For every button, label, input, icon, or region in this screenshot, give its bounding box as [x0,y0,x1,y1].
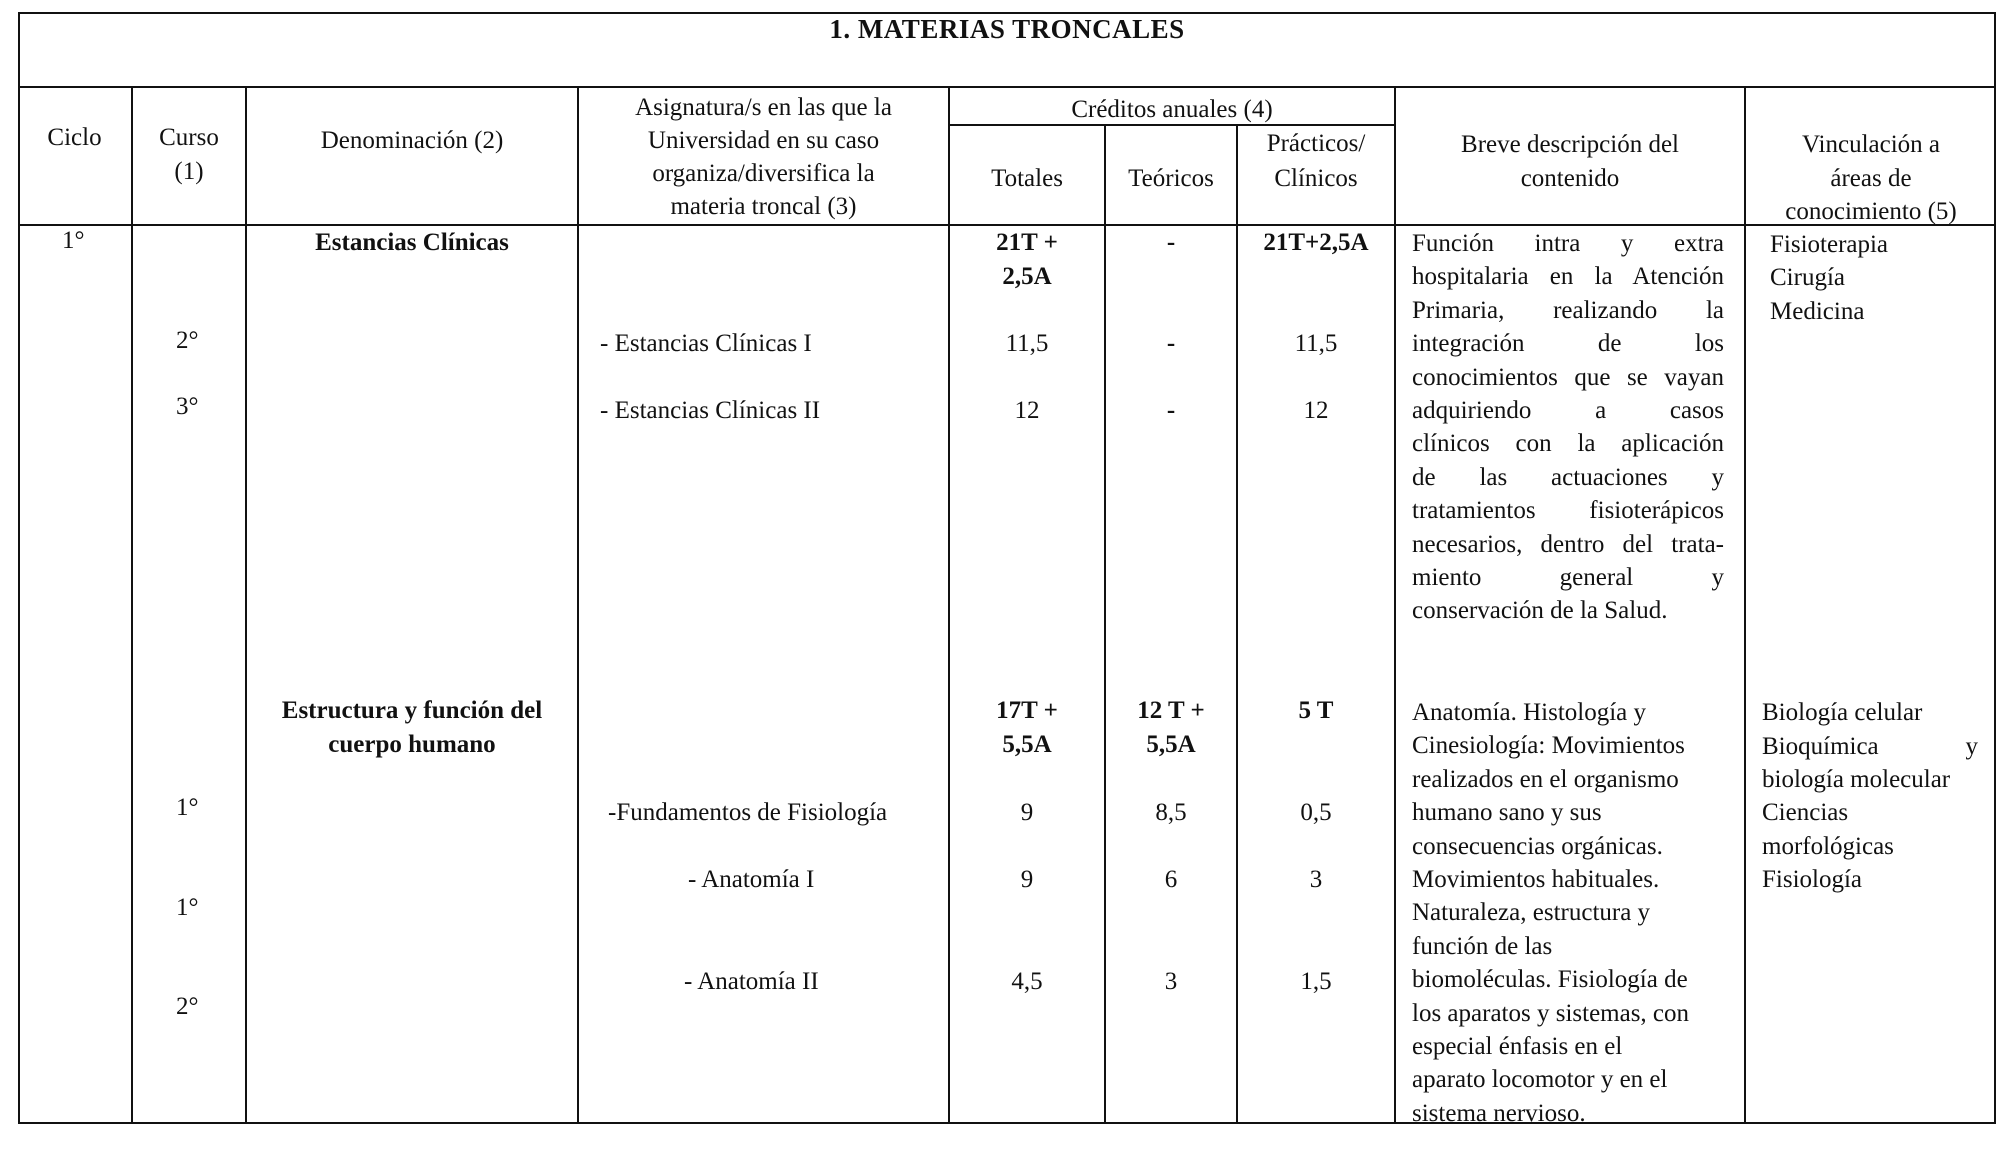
estancias-descripcion [1412,227,1724,628]
header-breve-line-1: Breve descripción del [1461,131,1679,158]
desc-line: Movimientos habituales. [1412,865,1660,893]
desc-line: hospitalaria en la Atención [1412,263,1724,291]
desc-line: tratamientos fisioterápicos [1412,497,1724,525]
desc-line: de las actuaciones y [1412,463,1724,491]
col-divider-1 [131,86,133,1124]
teoricos-value: - [1166,330,1176,357]
totales-value: 12 [1014,397,1040,424]
teoricos-value: - [1166,397,1176,424]
desc-line: necesarios, dentro del trata- [1412,530,1724,558]
area-bioquimica: Bioquímica y [1762,733,1978,760]
header-ciclo: Ciclo [47,124,102,151]
totales-value: 9 [1020,799,1034,826]
curso-value: 3° [176,393,199,420]
header-asignatura-line-4: materia troncal (3) [670,193,857,220]
area-morfologicas: morfológicas [1762,833,1894,860]
desc-line: Cinesiología: Movimientos [1412,732,1685,760]
asignatura-estancias-clinicas-i: - Estancias Clínicas I [600,330,812,357]
header-curso-note: (1) [174,158,204,185]
desc-line: realizados en el organismo [1412,765,1679,793]
totales-value: 11,5 [1005,330,1049,357]
teoricos-value: 8,5 [1155,799,1187,826]
desc-line: Anatomía. Histología y [1412,699,1646,726]
desc-line: función de las [1412,932,1553,960]
practicos-value: 0,5 [1300,799,1332,826]
desc-line: Función intra y extra [1412,230,1724,257]
estructura-descripcion [1412,696,1724,1130]
header-curso: Curso [159,124,219,151]
totales-value: 4,5 [1011,968,1043,995]
header-vinculacion-line-3: conocimiento (5) [1785,198,1957,225]
header-totales: Totales [991,165,1063,192]
area-biologia-celular: Biología celular [1762,699,1923,726]
asignatura-fundamentos-fisiologia: -Fundamentos de Fisiología [608,799,888,826]
header-teoricos: Teóricos [1128,165,1214,192]
header-asignatura-line-2: Universidad en su caso [647,127,880,154]
table-title: 1. MATERIAS TRONCALES [829,14,1185,44]
curso-value: 1° [176,794,199,821]
ciclo-value: 1° [62,227,85,254]
header-vinculacion-line-2: áreas de [1830,165,1912,192]
estructura-teoricos-line-1: 12 T + [1137,697,1205,724]
area-ciencias: Ciencias [1762,799,1849,826]
estructura-totales-line-1: 17T + [996,697,1058,724]
header-creditos: Créditos anuales (4) [1071,96,1273,123]
area-fisiologia: Fisiología [1762,866,1863,893]
materia-estructura-line-1: Estructura y función del [281,697,543,724]
teoricos-value: 3 [1164,968,1178,995]
practicos-value: 1,5 [1300,968,1332,995]
desc-line: humano sano y sus [1412,799,1602,827]
desc-line: adquiriendo a casos [1412,396,1724,424]
totales-value: 9 [1020,866,1034,893]
header-asignatura-line-1: Asignatura/s en las que la [635,94,892,121]
materia-estructura-line-2: cuerpo humano [328,731,496,758]
header-vinculacion-line-1: Vinculación a [1801,131,1941,158]
estructura-practicos: 5 T [1298,697,1334,724]
estancias-practicos: 21T+2,5A [1263,229,1369,256]
practicos-value: 12 [1303,397,1329,424]
desc-line: Primaria, realizando la [1412,296,1724,324]
header-denominacion: Denominación (2) [320,127,504,154]
practicos-value: 3 [1309,866,1323,893]
desc-line: conocimientos que se vayan [1412,363,1724,391]
col-divider-3 [577,86,579,1124]
desc-line: los aparatos y sistemas, con [1412,999,1690,1027]
col-divider-7 [1394,86,1396,1124]
teoricos-value: 6 [1164,866,1178,893]
col-divider-8 [1744,86,1746,1124]
curso-value: 1° [176,894,199,921]
desc-line: biomoléculas. Fisiología de [1412,966,1688,994]
desc-line: especial énfasis en el [1412,1032,1623,1060]
estancias-totales-line-1: 21T + [996,229,1058,256]
estancias-teoricos: - [1166,229,1176,256]
header-breve-line-2: contenido [1520,165,1620,192]
estructura-totales-line-2: 5,5A [1002,731,1052,758]
desc-line: clínicos con la aplicación [1412,430,1724,458]
area-biologia-molecular: biología molecular [1762,766,1951,793]
practicos-value: 11,5 [1294,330,1338,357]
desc-line: sistema nervioso. [1412,1099,1586,1127]
desc-line: miento general y [1412,563,1724,591]
estructura-teoricos-line-2: 5,5A [1146,731,1196,758]
header-asignatura-line-3: organiza/diversifica la [652,160,875,187]
asignatura-anatomia-ii: - Anatomía II [684,968,819,995]
header-clinicos: Clínicos [1274,165,1358,192]
desc-line: consecuencias orgánicas. [1412,832,1663,860]
curso-value: 2° [176,993,199,1020]
desc-line: conservación de la Salud. [1412,597,1668,625]
area-fisioterapia: Fisioterapia [1770,231,1889,258]
area-cirugia: Cirugía [1770,264,1845,291]
asignatura-anatomia-i: - Anatomía I [688,866,815,893]
asignatura-estancias-clinicas-ii: - Estancias Clínicas II [600,397,821,424]
materia-estancias-clinicas: Estancias Clínicas [315,229,509,256]
desc-line: Naturaleza, estructura y [1412,899,1651,927]
area-medicina: Medicina [1770,298,1865,325]
desc-line: integración de los [1412,330,1724,358]
estancias-totales-line-2: 2,5A [1002,263,1052,290]
curso-value: 2° [176,327,199,354]
title-divider [18,86,1996,88]
desc-line: aparato locomotor y en el [1412,1066,1668,1094]
header-practicos: Prácticos/ [1266,130,1366,157]
